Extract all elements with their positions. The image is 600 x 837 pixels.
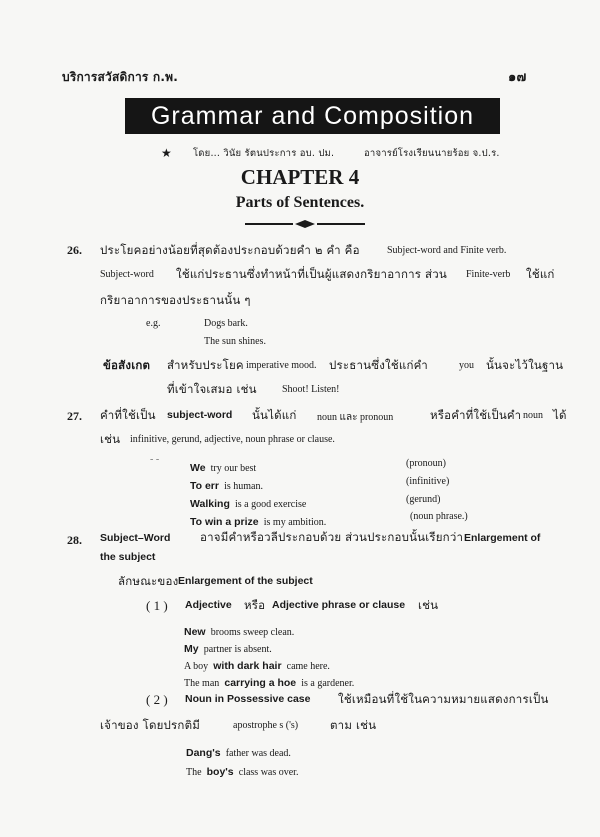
section-number-27: 27. — [67, 409, 82, 423]
example-subject: with dark hair — [213, 660, 282, 672]
s26-line1-thai: ประโยคอย่างน้อยที่สุดต้องประกอบด้วยคำ ๒ คำ คือ — [100, 243, 360, 257]
p2-a: Noun in Possessive case — [185, 693, 311, 705]
example-subject: My — [184, 643, 199, 655]
s26-note-a: สำหรับประโยค — [167, 358, 244, 372]
example-pre: A boy — [184, 661, 209, 672]
s27-tag-3: (gerund) — [406, 494, 441, 505]
example-subject: boy's — [206, 766, 234, 778]
example-rest: is a good exercise — [234, 499, 307, 510]
banner-title: Grammar and Composition — [150, 101, 475, 130]
example-rest: father was dead. — [225, 748, 291, 759]
s28-line1-b: อาจมีคำหรือวลีประกอบด้วย ส่วนประกอบนั้นเรียกว่า — [200, 530, 464, 544]
p2-line2-b: apostrophe s ('s) — [233, 720, 299, 731]
note-label: ข้อสังเกต — [103, 358, 151, 372]
section-number-28: 28. — [67, 533, 82, 547]
s27-line1-d: noun และ pronoun — [317, 412, 394, 423]
s27-line1-g: ได้ — [553, 408, 567, 422]
p1-a: Adjective — [185, 599, 232, 611]
s26-example-2: The sun shines. — [204, 336, 266, 347]
s27-dash: - - — [150, 454, 160, 465]
chapter-title: CHAPTER 4 — [240, 165, 360, 189]
s27-line2-b: infinitive, gerund, adjective, noun phrase or clause. — [130, 434, 335, 445]
s26-line3: กริยาอาการของประธานนั้น ๆ — [100, 293, 251, 307]
s27-line1-b: subject-word — [167, 409, 233, 421]
example-rest: try our best — [210, 463, 257, 474]
s26-note2-a: ที่เข้าใจเสมอ เช่น — [167, 382, 257, 396]
p1-b: หรือ — [244, 598, 266, 612]
p1-d: เช่น — [418, 598, 439, 612]
example-subject: To err — [190, 480, 219, 492]
s26-line2-c: Finite-verb — [466, 269, 511, 280]
star-icon: ★ — [161, 146, 172, 160]
s27-example-1 — [190, 456, 256, 475]
example-subject: New — [184, 626, 206, 638]
title-banner — [125, 98, 500, 134]
chapter-subtitle: Parts of Sentences. — [235, 194, 365, 211]
point-2-marker: ( 2 ) — [146, 692, 168, 707]
s27-example-2 — [190, 474, 263, 493]
example-subject: To win a prize — [190, 516, 259, 528]
p2-line2-c: ตาม เช่น — [330, 718, 377, 732]
s26-note2-b: Shoot! Listen! — [282, 384, 340, 395]
author-position: อาจารย์โรงเรียนนายร้อย จ.ป.ร. — [364, 148, 500, 159]
s28-line3-a: ลักษณะของ — [118, 574, 179, 588]
s26-note-e: นั้นจะไว้ในฐาน — [486, 358, 564, 372]
s27-line1-c: นั้นได้แก่ — [252, 408, 297, 422]
section-number-26: 26. — [67, 243, 82, 257]
author-line: โดย... วินัย รัตนประการ อบ. ปม. — [193, 148, 335, 159]
p2-b: ใช้เหมือนที่ใช้ในความหมายแสดงการเป็น — [338, 692, 549, 706]
s26-note-c: ประธานซึ่งใช้แก่คำ — [329, 358, 428, 372]
example-rest: brooms sweep clean. — [210, 627, 295, 638]
s26-note-d: you — [459, 360, 474, 371]
s27-line1-f: noun — [523, 410, 543, 421]
s27-line2-a: เช่น — [100, 432, 121, 446]
s27-tag-1: (pronoun) — [406, 458, 446, 469]
example-rest: is human. — [224, 481, 263, 492]
eg-label: e.g. — [146, 318, 161, 329]
divider-ornament — [245, 220, 365, 228]
example-subject: carrying a hoe — [224, 677, 297, 689]
s26-line1-eng: Subject-word and Finite verb. — [387, 245, 507, 256]
example-pre: The — [186, 767, 202, 778]
example-rest: came here. — [286, 661, 330, 672]
s27-tag-2: (infinitive) — [406, 476, 450, 487]
s27-example-3 — [190, 492, 306, 511]
s28-line2: the subject — [100, 551, 156, 563]
example-rest: partner is absent. — [203, 644, 272, 655]
p2-line2-a: เจ้าของ โดยปรกติมี — [100, 718, 201, 732]
s27-example-4 — [190, 510, 326, 529]
s26-line2-a: Subject-word — [100, 269, 154, 280]
running-header: บริการสวัสดิการ ก.พ. — [62, 70, 179, 84]
s26-line2-d: ใช้แก่ — [526, 267, 555, 281]
s26-example-1: Dogs bark. — [204, 318, 248, 329]
point-1-marker: ( 1 ) — [146, 598, 168, 613]
p2-example-1 — [186, 741, 291, 760]
p1-c: Adjective phrase or clause — [272, 599, 406, 611]
s28-line1-c: Enlargement of — [464, 532, 541, 544]
s28-line3-b: Enlargement of the subject — [178, 575, 313, 587]
example-rest: is a gardener. — [301, 678, 355, 689]
s27-line1-a: คำที่ใช้เป็น — [100, 408, 156, 422]
s28-line1-a: Subject–Word — [100, 532, 171, 544]
example-rest: class was over. — [238, 767, 299, 778]
s27-line1-e: หรือคำที่ใช้เป็นคำ — [430, 408, 522, 422]
p2-example-2 — [186, 760, 298, 779]
p1-example-4 — [184, 671, 354, 690]
example-pre: The man — [184, 678, 220, 689]
page-number: ๑๗ — [508, 70, 527, 85]
example-subject: Walking — [190, 498, 230, 510]
s26-line2-b: ใช้แก่ประธานซึ่งทำหน้าที่เป็นผู้แสดงกริยาอาการ ส่วน — [176, 267, 447, 281]
s26-note-b: imperative mood. — [246, 360, 317, 371]
example-subject: We — [190, 462, 206, 474]
example-subject: Dang's — [186, 747, 221, 759]
s27-tag-4: (noun phrase.) — [410, 511, 468, 522]
example-rest: is my ambition. — [263, 517, 327, 528]
